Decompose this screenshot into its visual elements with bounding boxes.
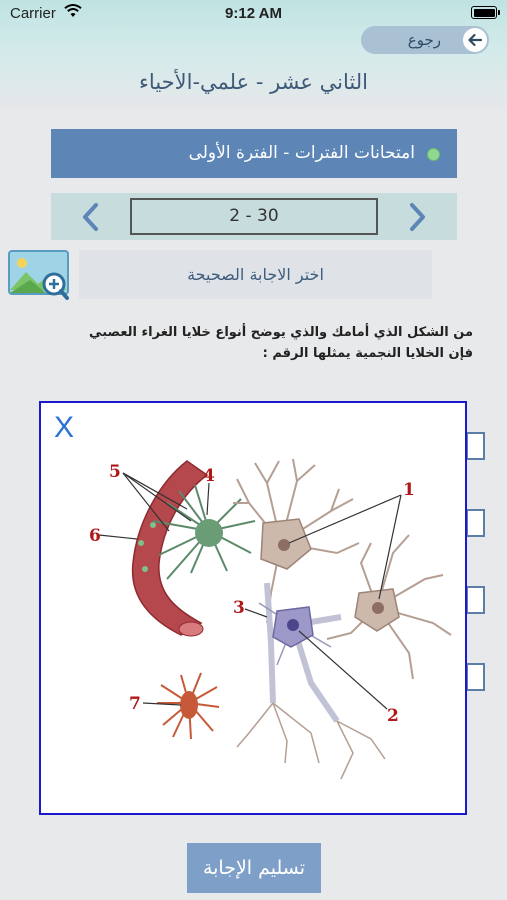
question-text: [33, 322, 473, 364]
page-title: الثاني عشر - علمي-الأحياء: [139, 70, 368, 94]
chevron-left-icon: [77, 202, 105, 232]
question-line-2: فإن الخلايا النجمية يمثلها الرقم :: [262, 346, 473, 361]
carrier-label: Carrier: [10, 5, 56, 22]
clock: 9:12 AM: [225, 5, 282, 22]
back-arrow-icon: [463, 28, 487, 52]
previous-question-button[interactable]: [77, 202, 105, 232]
back-button-label: رجوع: [407, 31, 441, 49]
back-button[interactable]: [361, 26, 489, 54]
diagram-label-3: 3: [233, 598, 245, 618]
glial-cells-diagram: [41, 403, 465, 813]
chevron-right-icon: [403, 202, 431, 232]
status-bar: [0, 0, 507, 26]
diagram-label-2: 2: [387, 706, 399, 726]
close-icon[interactable]: X: [54, 411, 75, 444]
answer-option-2-checkbox[interactable]: [466, 509, 485, 537]
image-zoom-icon[interactable]: [8, 250, 69, 301]
instruction-banner: اختر الاجابة الصحيحة: [79, 250, 432, 299]
question-image-modal: [39, 401, 467, 815]
status-dot-icon: [427, 148, 440, 161]
diagram-label-5: 5: [109, 462, 121, 482]
answer-option-1-checkbox[interactable]: [466, 432, 485, 460]
question-line-1: من الشكل الذي أمامك والذي يوضح أنواع خلايا الغراء العصبي: [89, 325, 473, 340]
next-question-button[interactable]: [403, 202, 431, 232]
diagram-label-4: 4: [203, 466, 215, 486]
question-counter: 2 - 30: [130, 198, 378, 235]
exam-section-bar: [51, 129, 457, 178]
question-navigator: [51, 193, 457, 240]
diagram-label-7: 7: [129, 694, 141, 714]
answer-option-4-checkbox[interactable]: [466, 663, 485, 691]
submit-answer-button[interactable]: تسليم الإجابة: [187, 843, 321, 893]
exam-section-title: امتحانات الفترات - الفترة الأولى: [188, 143, 415, 163]
answer-option-3-checkbox[interactable]: [466, 586, 485, 614]
diagram-label-1: 1: [403, 480, 415, 500]
battery-icon: [471, 6, 497, 19]
diagram-label-6: 6: [89, 526, 101, 546]
